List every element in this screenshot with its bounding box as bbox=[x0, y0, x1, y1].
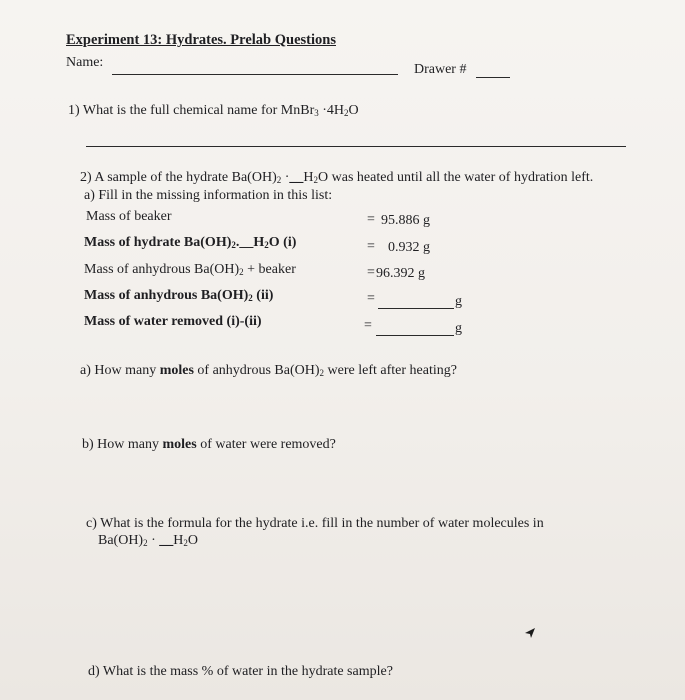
row-anhydrous-unit: g bbox=[455, 294, 462, 309]
drawer-field-line[interactable] bbox=[476, 77, 510, 78]
row-anhydrous-label: Mass of anhydrous $Ba(OH)_2$ (ii) bbox=[84, 288, 274, 303]
answer-line-anhydrous[interactable] bbox=[378, 308, 454, 309]
answer-line-q1[interactable] bbox=[86, 146, 626, 147]
question-b: b) How many moles of water were removed? bbox=[82, 437, 336, 452]
question-1: 1) What is the full chemical name for MnBr$_3$ $\cdot 4H_2O$ bbox=[68, 103, 359, 118]
row-anhydrous-beaker-value: 96.392 g bbox=[376, 266, 425, 281]
mouse-pointer-icon bbox=[524, 627, 536, 639]
page-title: Experiment 13: Hydrates. Prelab Questions bbox=[66, 32, 336, 48]
row-hydrate-label: Mass of hydrate $Ba(OH)_2.\_\_H_2O$ (i) bbox=[84, 235, 297, 250]
row-anhydrous-beaker-eq: = bbox=[367, 265, 375, 280]
question-2a-instruction: a) Fill in the missing information in this list: bbox=[84, 188, 333, 203]
row-beaker-eq: = bbox=[367, 212, 375, 227]
answer-line-water[interactable] bbox=[376, 335, 454, 336]
row-hydrate-value: 0.932 g bbox=[388, 240, 430, 255]
drawer-label: Drawer # bbox=[414, 62, 467, 77]
question-d: d) What is the mass % of water in the hydrate sample? bbox=[88, 664, 393, 679]
row-anhydrous-beaker-label: Mass of anhydrous $Ba(OH)_2$ + beaker bbox=[84, 262, 296, 277]
row-beaker-label: Mass of beaker bbox=[86, 209, 172, 224]
row-hydrate-eq: = bbox=[367, 239, 375, 254]
row-anhydrous-eq: = bbox=[367, 291, 375, 306]
row-water-eq: = bbox=[364, 318, 372, 333]
name-field-line[interactable] bbox=[112, 74, 398, 75]
row-beaker-value: 95.886 g bbox=[381, 213, 430, 228]
name-label: Name: bbox=[66, 55, 104, 70]
row-water-unit: g bbox=[455, 321, 462, 336]
question-c-line2: $Ba(OH)_2$ · $\_\_H_2O$ bbox=[98, 533, 199, 548]
question-2-intro: 2) A sample of the hydrate $Ba(OH)_2$ $\cdot\_\_H_2O$ was heated until all the water of hydration left. bbox=[80, 170, 594, 185]
question-c-line1: c) What is the formula for the hydrate i.e. fill in the number of water molecules in bbox=[86, 516, 544, 531]
question-a: a) How many moles of anhydrous $Ba(OH)_2$ were left after heating? bbox=[80, 363, 457, 378]
row-water-label: Mass of water removed (i)-(ii) bbox=[84, 314, 262, 329]
